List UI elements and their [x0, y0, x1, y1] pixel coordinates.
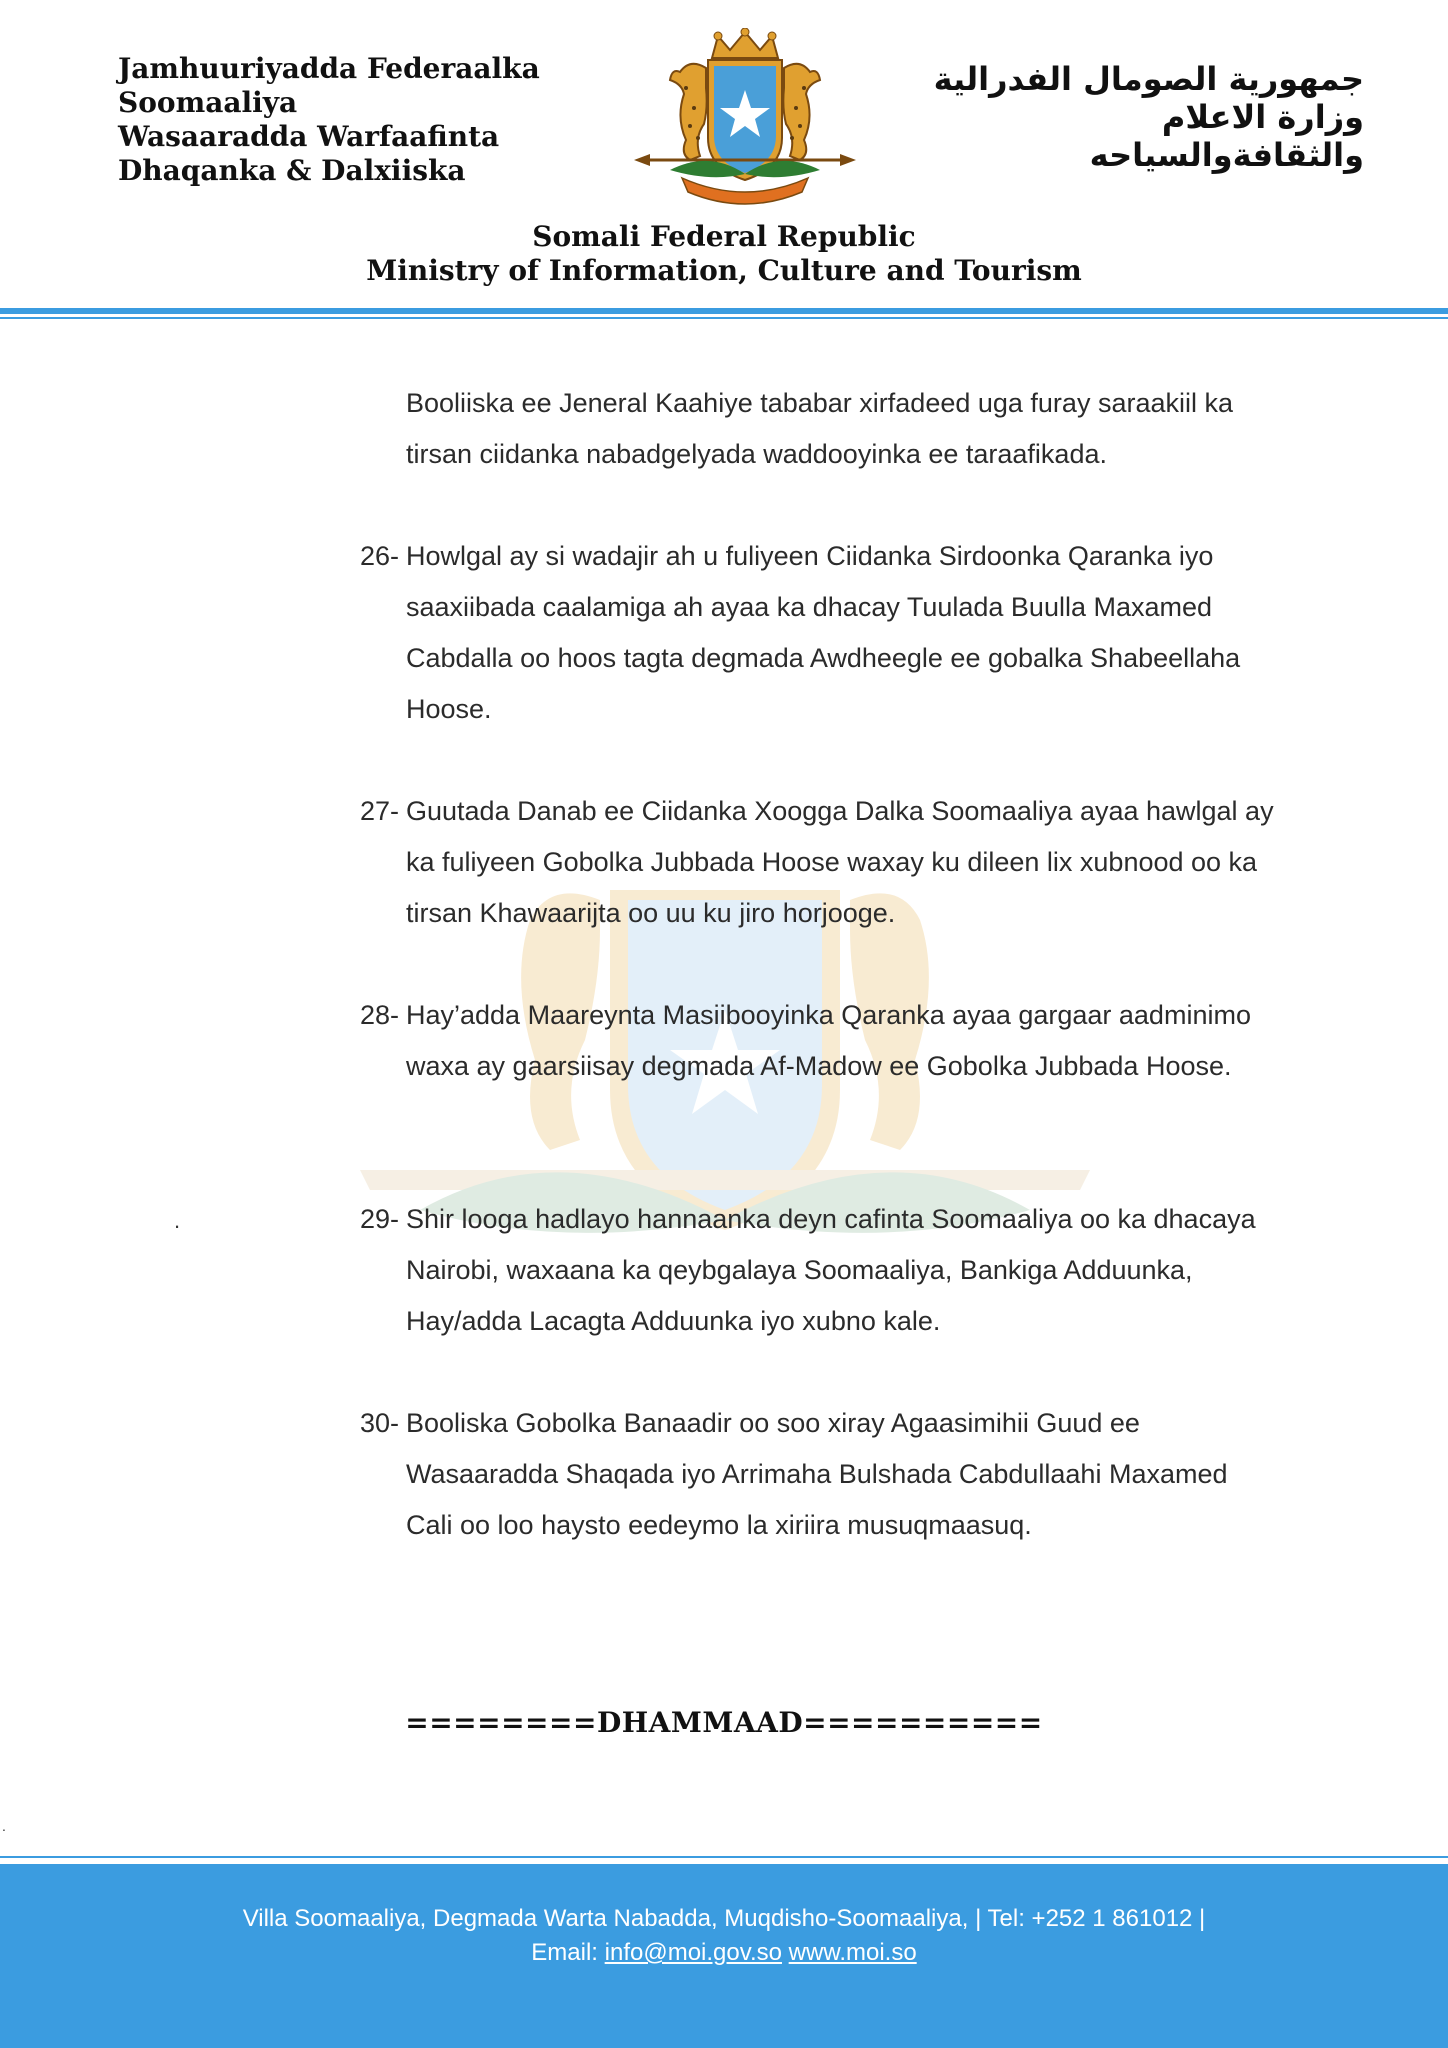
item-text: Shir looga hadlayo hannaanka deyn cafinta Soomaaliya oo ka dhacaya Nairobi, waxaana ka qeybgalaya Soomaaliya, Bankiga Adduunka, Hay/adda Lacagta Adduunka iyo xubno kale. — [406, 1204, 1256, 1336]
list-item — [360, 990, 1280, 1092]
somalia-coat-of-arms-icon — [620, 28, 870, 208]
header-divider — [0, 308, 1448, 320]
stray-dot: . — [2, 1818, 6, 1834]
header-left-line: Jamhuuriyadda Federaalka — [118, 52, 540, 85]
email-label: Email: — [531, 1939, 598, 1966]
header-english-title — [0, 220, 1448, 288]
list-item — [360, 1194, 1280, 1347]
item-text: Booliska Gobolka Banaadir oo soo xiray Agaasimihii Guud ee Wasaaradda Shaqada iyo Arrimaha Bulshada Cabdullaahi Maxamed Cali oo loo haysto eedeymo la xiriira musuqmaasuq. — [406, 1408, 1228, 1540]
item-text: Howlgal ay si wadajir ah u fuliyeen Ciidanka Sirdoonka Qaranka iyo saaxiibada caalamiga ah ayaa ka dhacay Tuulada Buulla Maxamed Cabdalla oo hoos tagta degmada Awdheegle ee gobalka Shabeellaha Hoose. — [406, 541, 1241, 724]
header-left-line: Wasaaradda Warfaafinta — [118, 120, 500, 153]
continuation-paragraph: Booliiska ee Jeneral Kaahiye tababar xirfadeed uga furay saraakiil ka tirsan ciidanka nabadgelyada waddooyinka ee taraafikada. — [406, 388, 1233, 469]
list-item — [360, 786, 1280, 939]
document-body — [360, 378, 1280, 1551]
item-number: 27- — [360, 796, 400, 826]
header-center-line: Ministry of Information, Culture and Tourism — [366, 254, 1082, 287]
item-number: 26- — [360, 541, 400, 571]
list-item — [360, 531, 1280, 735]
item-text: Guutada Danab ee Ciidanka Xoogga Dalka Soomaaliya ayaa hawlgal ay ka fuliyeen Gobolka Jubbada Hoose waxay ku dileen lix xubnood oo ka tirsan Khawaarijta oo uu ku jiro horjooge. — [406, 796, 1274, 928]
item-text: Hay’adda Maareynta Masiibooyinka Qaranka ayaa gargaar aadminimo waxa ay gaarsiisay degmada Af-Madow ee Gobolka Jubbada Hoose. — [406, 1000, 1251, 1081]
website-link[interactable]: www.moi.so — [788, 1939, 917, 1966]
footer — [0, 1864, 1448, 2048]
footer-address: Villa Soomaaliya, Degmada Warta Nabadda, Muqdisho-Soomaaliya, | Tel: +252 1 861012 | — [242, 1905, 1206, 1932]
item-number: 28- — [360, 1000, 400, 1030]
header-right-line: جمهورية الصومال الفدرالية — [933, 60, 1364, 98]
stray-dot: . — [174, 1208, 181, 1233]
end-marker: ========DHAMMAAD========== — [405, 1706, 1043, 1739]
email-link[interactable]: info@moi.gov.so — [604, 1939, 782, 1966]
list-item — [360, 1398, 1280, 1551]
header-arabic-title — [934, 60, 1364, 174]
header-center-line: Somali Federal Republic — [532, 220, 916, 253]
footer-contact — [0, 1936, 1448, 1970]
item-number: 30- — [360, 1408, 400, 1438]
footer-divider — [0, 1856, 1448, 1862]
header-somali-title — [118, 52, 540, 188]
header-left-line: Dhaqanka & Dalxiiska — [118, 154, 466, 187]
header-left-line: Soomaaliya — [118, 86, 298, 119]
item-number: 29- — [360, 1204, 400, 1234]
header-right-line: والثقافةوالسياحه — [1089, 136, 1364, 174]
header-right-line: وزارة الاعلام — [1161, 98, 1364, 136]
